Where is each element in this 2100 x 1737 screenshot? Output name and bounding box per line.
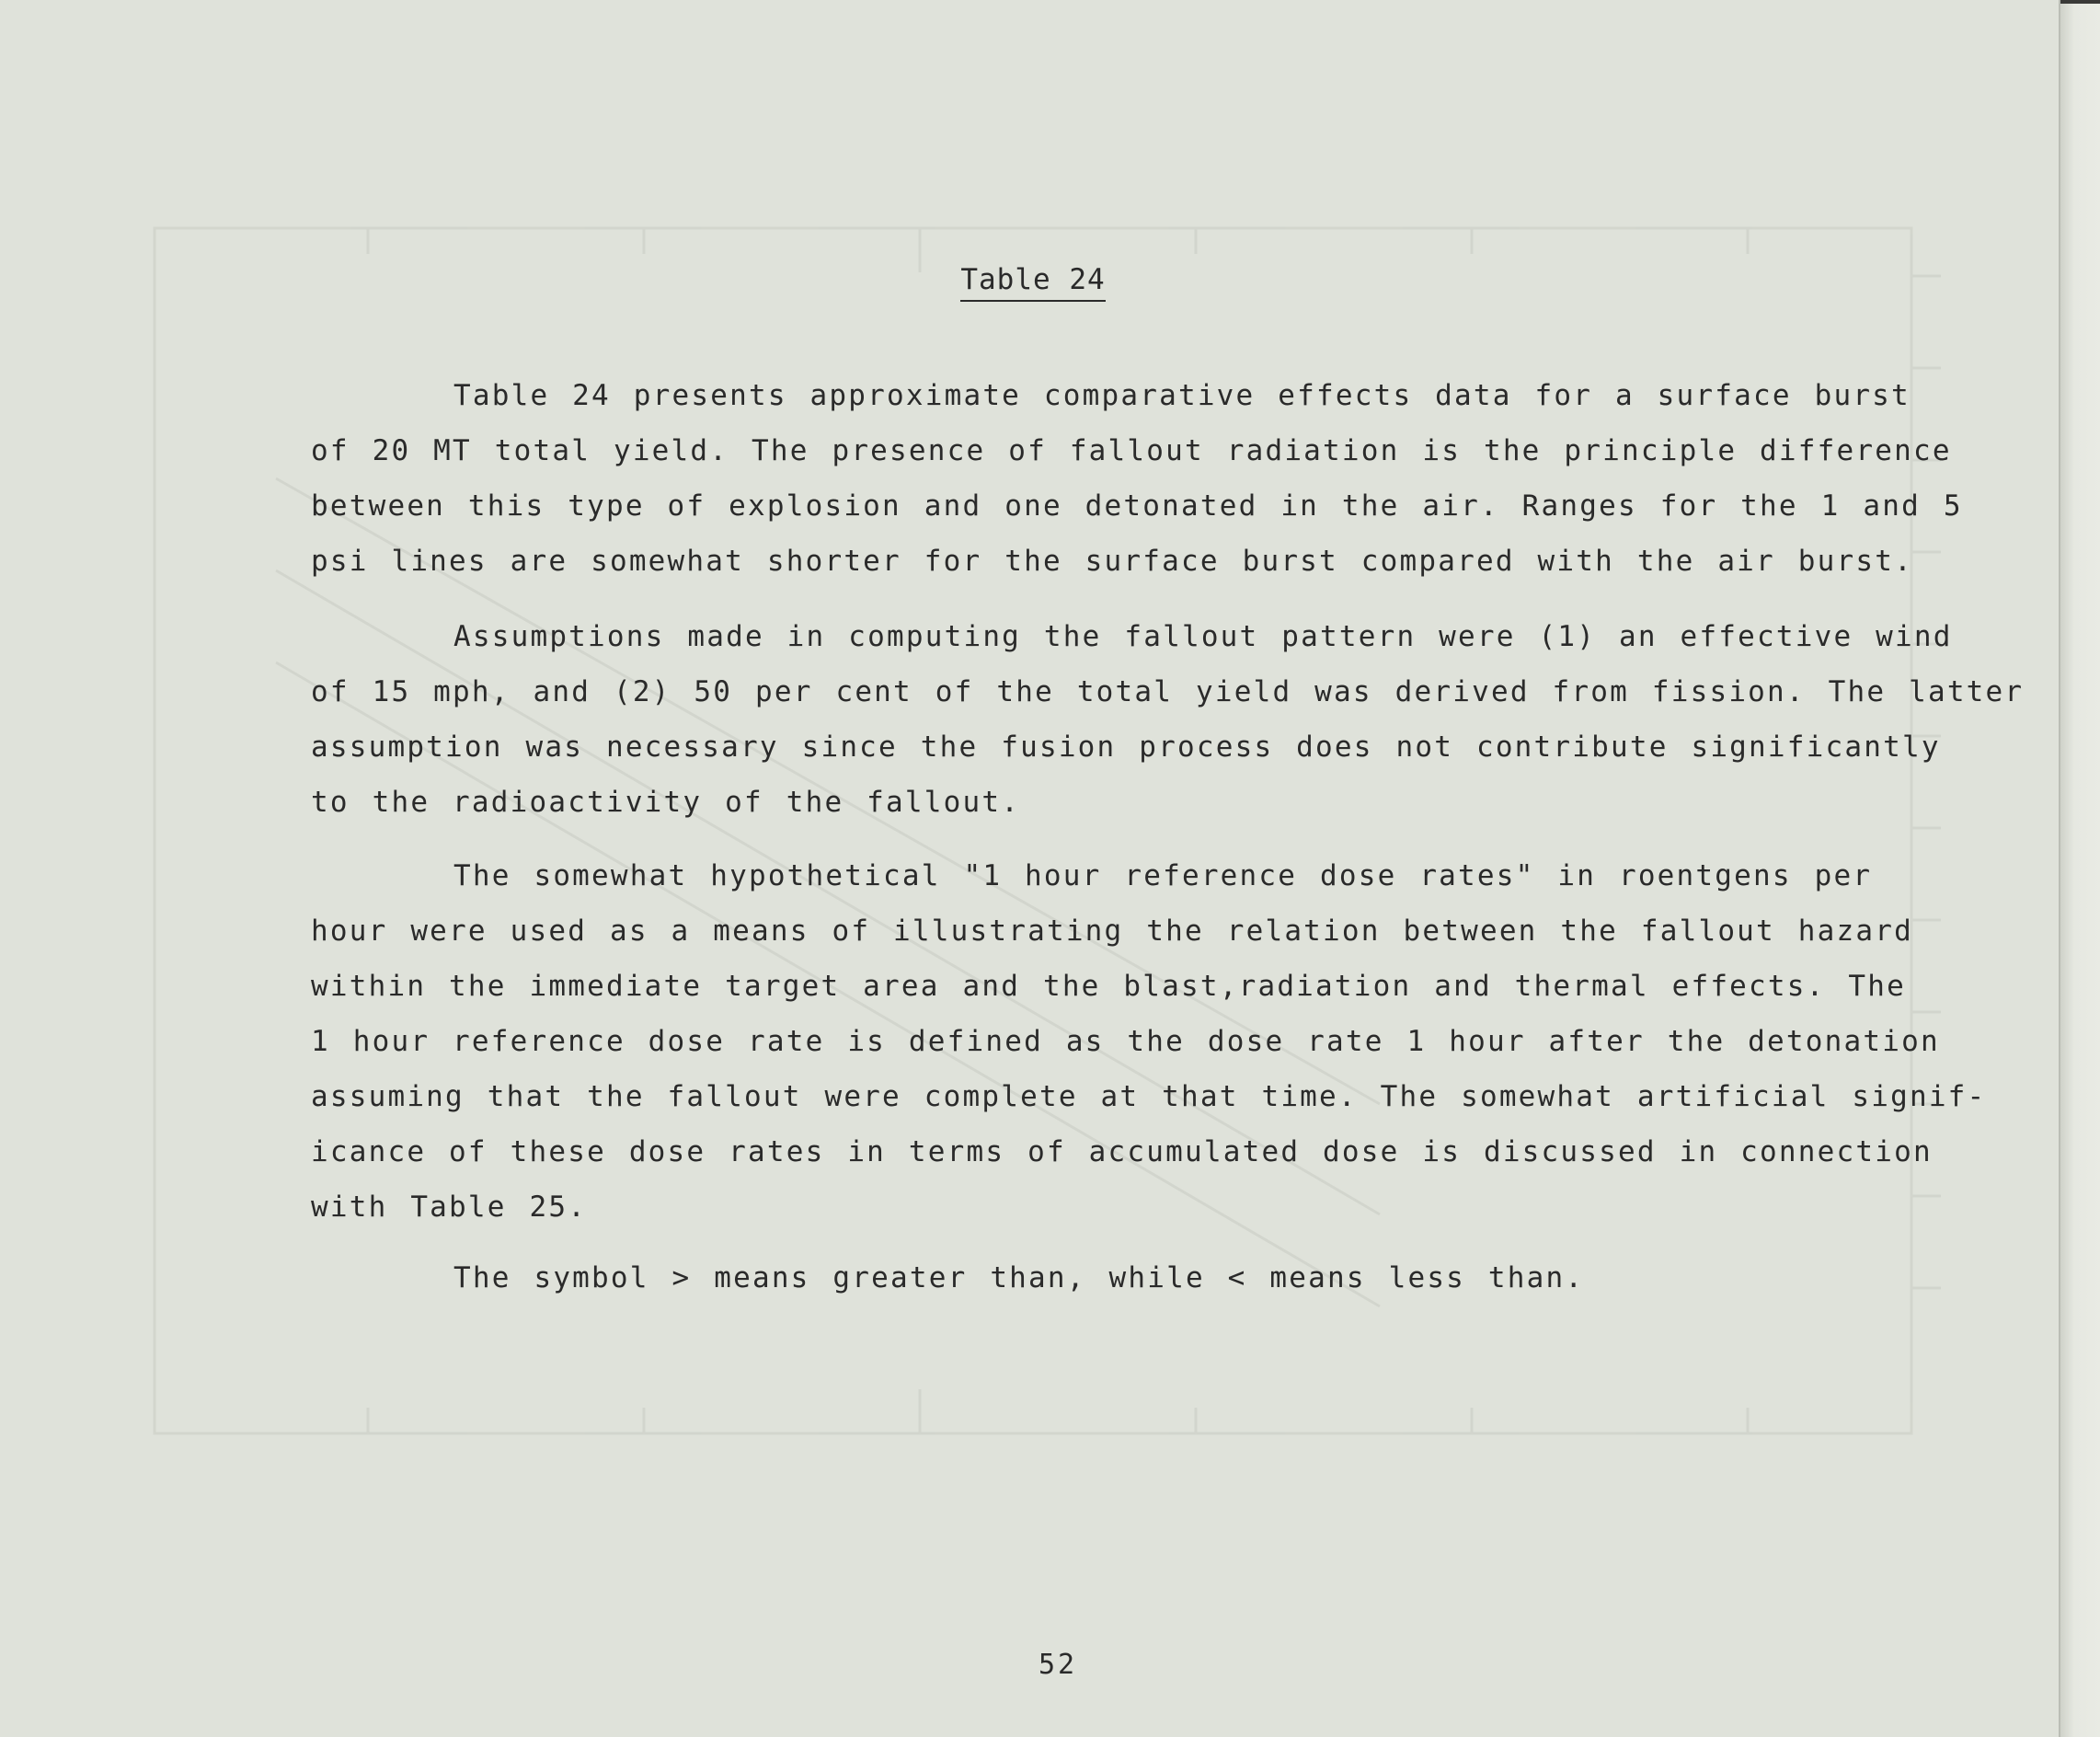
paragraph-line: The symbol > means greater than, while < means less than. <box>453 1261 1585 1294</box>
paragraph-line: of 15 mph, and (2) 50 per cent of the total yield was derived from fission. The latter <box>311 675 2025 708</box>
paragraph-line: within the immediate target area and the blast,radiation and thermal effects. The <box>311 970 1906 1003</box>
paragraph-line: icance of these dose rates in terms of accumulated dose is discussed in connection <box>311 1135 1933 1168</box>
paragraph-line: hour were used as a means of illustrating the relation between the fallout hazard <box>311 915 1913 948</box>
paragraph-line: psi lines are somewhat shorter for the surface burst compared with the air burst. <box>311 545 1913 578</box>
adjacent-page-edge <box>2060 0 2100 1737</box>
paragraph-4 <box>311 1250 1911 1306</box>
page-number: 52 <box>1038 1649 1078 1681</box>
table-heading-text: Table 24 <box>960 263 1105 302</box>
paragraph-line: between this type of explosion and one detonated in the air. Ranges for the 1 and 5 <box>311 489 1963 523</box>
paragraph-line: 1 hour reference dose rate is defined as the dose rate 1 hour after the detonation <box>311 1025 1940 1058</box>
paragraph-2 <box>311 609 2025 830</box>
paragraph-line: Assumptions made in computing the fallout pattern were (1) an effective wind <box>453 620 1953 653</box>
table-heading <box>0 263 2060 302</box>
binding-shadow <box>2060 0 2100 4</box>
paragraph-line: with Table 25. <box>311 1191 588 1224</box>
paragraph-line: assumption was necessary since the fusion process does not contribute significantly <box>311 730 1941 764</box>
paragraph-line: Table 24 presents approximate comparative effects data for a surface burst <box>453 379 1911 412</box>
paragraph-line: assuming that the fallout were complete at that time. The somewhat artificial signif- <box>311 1080 1987 1113</box>
paragraph-line: The somewhat hypothetical "1 hour reference dose rates" in roentgens per <box>453 859 1873 892</box>
paragraph-3 <box>311 848 1987 1235</box>
paragraph-1 <box>311 368 1963 589</box>
paragraph-line: to the radioactivity of the fallout. <box>311 786 1021 819</box>
paragraph-line: of 20 MT total yield. The presence of fallout radiation is the principle difference <box>311 434 1952 467</box>
